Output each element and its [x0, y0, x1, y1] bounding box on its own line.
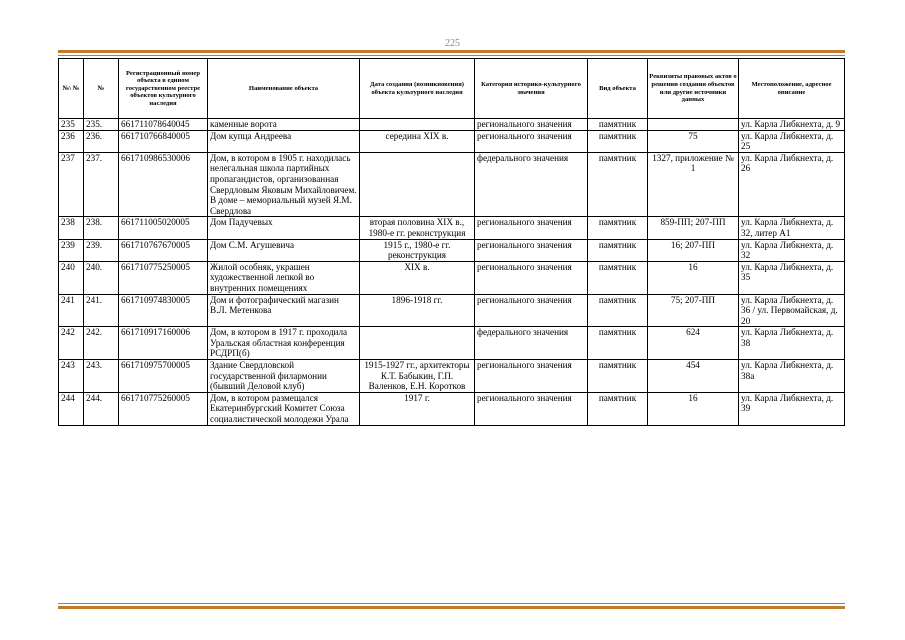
cell-category: регионального значения	[475, 360, 588, 393]
header-cell-seq: №\ №	[59, 59, 84, 119]
cell-name: Здание Свердловской государственной филармонии (бывший Деловой клуб)	[208, 360, 360, 393]
cell-acts: 624	[648, 327, 739, 360]
cell-type: памятник	[588, 261, 648, 294]
cell-num: 243.	[84, 360, 119, 393]
cell-type: памятник	[588, 239, 648, 261]
cell-name: каменные ворота	[208, 119, 360, 131]
table-row	[59, 392, 845, 425]
top-rule	[58, 50, 845, 53]
cell-location: ул. Карла Либкнехта, д. 32	[739, 239, 845, 261]
top-rule-thin	[58, 55, 845, 56]
cell-location: ул. Карла Либкнехта, д. 26	[739, 152, 845, 217]
cell-regnum: 661711005020005	[119, 217, 208, 239]
cell-name: Жилой особняк, украшен художественной лепкой во внутренних помещениях	[208, 261, 360, 294]
cell-num: 236.	[84, 130, 119, 152]
cell-regnum: 661710775260005	[119, 392, 208, 425]
bottom-rule	[58, 606, 845, 609]
cell-acts: 75	[648, 130, 739, 152]
cell-category: регионального значения	[475, 294, 588, 327]
cell-num: 241.	[84, 294, 119, 327]
table-row	[59, 261, 845, 294]
cell-num: 235.	[84, 119, 119, 131]
cell-type: памятник	[588, 119, 648, 131]
table-row	[59, 152, 845, 217]
cell-seq: 237	[59, 152, 84, 217]
header-cell-acts: Реквизиты правовых актов о решении создания объектов или другие источники данных	[648, 59, 739, 119]
cell-category: регионального значения	[475, 392, 588, 425]
heritage-objects-table	[58, 58, 845, 426]
cell-location: ул. Карла Либкнехта, д. 35	[739, 261, 845, 294]
header-cell-num: №	[84, 59, 119, 119]
table-row	[59, 239, 845, 261]
page-number: 225	[445, 38, 460, 49]
cell-type: памятник	[588, 360, 648, 393]
cell-date	[360, 119, 475, 131]
cell-type: памятник	[588, 130, 648, 152]
cell-acts: 859-ПП; 207-ПП	[648, 217, 739, 239]
bottom-rule-thin	[58, 603, 845, 604]
cell-location: ул. Карла Либкнехта, д. 32, литер А1	[739, 217, 845, 239]
cell-regnum: 661711078640045	[119, 119, 208, 131]
cell-seq: 240	[59, 261, 84, 294]
cell-regnum: 661710775250005	[119, 261, 208, 294]
cell-category: регионального значения	[475, 217, 588, 239]
cell-num: 244.	[84, 392, 119, 425]
cell-location: ул. Карла Либкнехта, д. 39	[739, 392, 845, 425]
header-cell-date: Дата создания (возникновения) объекта культурного наследия	[360, 59, 475, 119]
cell-num: 240.	[84, 261, 119, 294]
cell-category: регионального значения	[475, 119, 588, 131]
cell-name: Дом купца Андреева	[208, 130, 360, 152]
cell-date: 1896-1918 гг.	[360, 294, 475, 327]
cell-acts: 16; 207-ПП	[648, 239, 739, 261]
cell-regnum: 661710974830005	[119, 294, 208, 327]
cell-location: ул. Карла Либкнехта, д. 9	[739, 119, 845, 131]
table-row	[59, 360, 845, 393]
cell-name: Дом С.М. Агушевича	[208, 239, 360, 261]
cell-acts: 75; 207-ПП	[648, 294, 739, 327]
cell-regnum: 661710767670005	[119, 239, 208, 261]
cell-type: памятник	[588, 152, 648, 217]
cell-date: 1917 г.	[360, 392, 475, 425]
cell-seq: 235	[59, 119, 84, 131]
header-cell-name: Наименование объекта	[208, 59, 360, 119]
cell-category: федерального значения	[475, 327, 588, 360]
cell-category: регионального значения	[475, 239, 588, 261]
cell-acts: 1327, приложение № 1	[648, 152, 739, 217]
table-row	[59, 217, 845, 239]
cell-seq: 241	[59, 294, 84, 327]
cell-seq: 238	[59, 217, 84, 239]
cell-location: ул. Карла Либкнехта, д. 38а	[739, 360, 845, 393]
cell-seq: 243	[59, 360, 84, 393]
cell-name: Дом, в котором в 1905 г. находилась нелегальная школа партийных пропагандистов, организованная Свердловым Яковым Михайловичем. В доме – мемориальный музей Я.М. Свердлова	[208, 152, 360, 217]
cell-category: регионального значения	[475, 130, 588, 152]
cell-type: памятник	[588, 217, 648, 239]
header-cell-regnum: Регистрационный номер объекта в едином государственном реестре объектов культурного наследия	[119, 59, 208, 119]
table-row	[59, 294, 845, 327]
cell-num: 242.	[84, 327, 119, 360]
table-row	[59, 327, 845, 360]
cell-name: Дом Падучевых	[208, 217, 360, 239]
header-cell-type: Вид объекта	[588, 59, 648, 119]
cell-seq: 242	[59, 327, 84, 360]
cell-acts: 16	[648, 392, 739, 425]
cell-regnum: 661710986530006	[119, 152, 208, 217]
cell-seq: 244	[59, 392, 84, 425]
cell-name: Дом и фотографический магазин В.Л. Метенкова	[208, 294, 360, 327]
cell-name: Дом, в котором в 1917 г. проходила Уральская областная конференция РСДРП(б)	[208, 327, 360, 360]
cell-date	[360, 152, 475, 217]
cell-num: 237.	[84, 152, 119, 217]
cell-date: XIX в.	[360, 261, 475, 294]
cell-date: середина XIX в.	[360, 130, 475, 152]
cell-regnum: 661710975700005	[119, 360, 208, 393]
cell-type: памятник	[588, 294, 648, 327]
cell-acts: 454	[648, 360, 739, 393]
table-row	[59, 119, 845, 131]
cell-date: вторая половина XIX в., 1980-е гг. реконструкция	[360, 217, 475, 239]
cell-type: памятник	[588, 392, 648, 425]
cell-location: ул. Карла Либкнехта, д. 36 / ул. Первомайская, д. 20	[739, 294, 845, 327]
cell-location: ул. Карла Либкнехта, д. 25	[739, 130, 845, 152]
cell-date	[360, 327, 475, 360]
cell-location: ул. Карла Либкнехта, д. 38	[739, 327, 845, 360]
cell-name: Дом, в котором размещался Екатеринбургский Комитет Союза социалистической молодежи Урала	[208, 392, 360, 425]
cell-num: 239.	[84, 239, 119, 261]
cell-date: 1915-1927 гг., архитекторы К.Т. Бабыкин, Г.П. Валенков, Е.Н. Коротков	[360, 360, 475, 393]
cell-date: 1915 г., 1980-е гг. реконструкция	[360, 239, 475, 261]
cell-regnum: 661710766840005	[119, 130, 208, 152]
cell-category: федерального значения	[475, 152, 588, 217]
cell-acts: 16	[648, 261, 739, 294]
header-cell-category: Категория историко-культурного значения	[475, 59, 588, 119]
table-row	[59, 130, 845, 152]
header-cell-location: Местоположение, адресное описание	[739, 59, 845, 119]
cell-acts	[648, 119, 739, 131]
cell-regnum: 661710917160006	[119, 327, 208, 360]
cell-num: 238.	[84, 217, 119, 239]
cell-category: регионального значения	[475, 261, 588, 294]
cell-type: памятник	[588, 327, 648, 360]
table-header-row	[59, 59, 845, 119]
cell-seq: 236	[59, 130, 84, 152]
cell-seq: 239	[59, 239, 84, 261]
